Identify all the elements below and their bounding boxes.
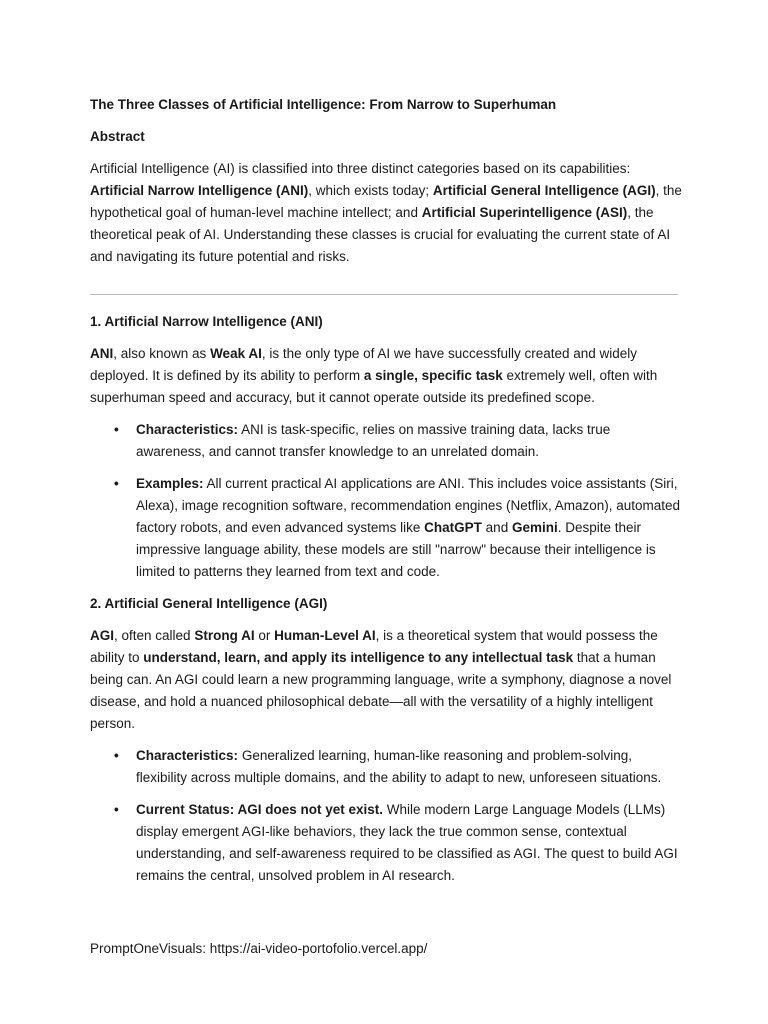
bullet-text: All current practical AI applications are ANI. This includes voice assistants (Siri, Alexa), image recognition software, recommendation engines (Netflix, Amazon), automated factory robots, and even advanced systems like: [136, 476, 681, 535]
bullet-glyph: •: [114, 802, 119, 817]
bold-term: ChatGPT: [424, 520, 482, 535]
footer-attribution: PromptOneVisuals: https://ai-video-portofolio.vercel.app/: [90, 941, 428, 956]
bold-term: Weak AI: [210, 346, 262, 361]
list-item-ani-characteristics: [114, 419, 682, 463]
bullet-label: Examples:: [136, 476, 204, 491]
bullet-text: . Despite their impressive language ability, these models are still "narrow" because their intelligence is limited to patterns they learned from text and code.: [136, 520, 656, 579]
abstract-heading: Abstract: [90, 129, 145, 144]
paragraph-text: , is a theoretical system that would possess the ability to: [90, 628, 658, 665]
bullet-text: ANI is task-specific, relies on massive training data, lacks true awareness, and cannot transfer knowledge to an unrelated domain.: [136, 422, 611, 459]
abstract-text: , the hypothetical goal of human-level machine intellect; and: [90, 183, 682, 220]
bold-term: AGI: [90, 628, 115, 643]
section-heading-agi: 2. Artificial General Intelligence (AGI): [90, 596, 328, 611]
list-item-ani-examples: [114, 473, 682, 583]
abstract-text: Artificial Intelligence (AI) is classified into three distinct categories based on its capabilities:: [90, 161, 631, 176]
abstract-text: , which exists today;: [308, 183, 433, 198]
bold-term: understand, learn, and apply its intelligence to any intellectual task: [143, 650, 574, 665]
bold-term: a single, specific task: [363, 368, 503, 383]
list-item-agi-characteristics: [114, 745, 682, 789]
paragraph-text: or: [254, 628, 275, 643]
abstract-bold-asi: Artificial Superintelligence (ASI): [421, 205, 628, 220]
section-agi-intro: [90, 625, 682, 735]
section-agi-bullet-list: [90, 745, 682, 887]
document-title: The Three Classes of Artificial Intelligence: From Narrow to Superhuman: [90, 97, 557, 112]
abstract-bold-agi: Artificial General Intelligence (AGI): [432, 183, 656, 198]
bold-term: Strong AI: [194, 628, 255, 643]
paragraph-text: , often called: [114, 628, 195, 643]
bullet-glyph: •: [114, 422, 119, 437]
bullet-label: Characteristics:: [136, 422, 239, 437]
abstract-paragraph: [90, 158, 682, 268]
bullet-glyph: •: [114, 476, 119, 491]
document-body: [90, 94, 682, 897]
paragraph-text: that a human being can. An AGI could learn a new programming language, write a symphony, diagnose a novel disease, and hold a nuanced philosophical debate—all with the versatility of a highly intelligent person.: [90, 650, 672, 731]
bold-term: Gemini: [511, 520, 558, 535]
bullet-glyph: •: [114, 748, 119, 763]
bullet-text: While modern Large Language Models (LLMs) display emergent AGI-like behaviors, they lack the true common sense, contextual understanding, and self-awareness required to be classified as AGI. The quest to build AGI remains the central, unsolved problem in AI research.: [136, 802, 678, 883]
section-ani-bullet-list: [90, 419, 682, 583]
paragraph-text: , is the only type of AI we have successfully created and widely deployed. It is defined by its ability to perform: [90, 346, 638, 383]
bullet-text: and: [481, 520, 512, 535]
bold-term: Human-Level AI: [274, 628, 376, 643]
paragraph-text: extremely well, often with superhuman speed and accuracy, but it cannot operate outside its predefined scope.: [90, 368, 658, 405]
abstract-bold-ani: Artificial Narrow Intelligence (ANI): [90, 183, 309, 198]
paragraph-text: , also known as: [113, 346, 211, 361]
bullet-text: Generalized learning, human-like reasoning and problem-solving, flexibility across multiple domains, and the ability to adapt to new, unforeseen situations.: [136, 748, 662, 785]
section-heading-ani: 1. Artificial Narrow Intelligence (ANI): [90, 314, 323, 329]
section-ani-intro: [90, 343, 682, 409]
bold-term: ANI: [90, 346, 114, 361]
list-item-agi-current-status: [114, 799, 682, 887]
bullet-label: Current Status: AGI does not yet exist.: [136, 802, 384, 817]
horizontal-divider: [90, 294, 678, 295]
abstract-text: , the theoretical peak of AI. Understanding these classes is crucial for evaluating the current state of AI and navigating its future potential and risks.: [90, 205, 671, 264]
bullet-label: Characteristics:: [136, 748, 239, 763]
